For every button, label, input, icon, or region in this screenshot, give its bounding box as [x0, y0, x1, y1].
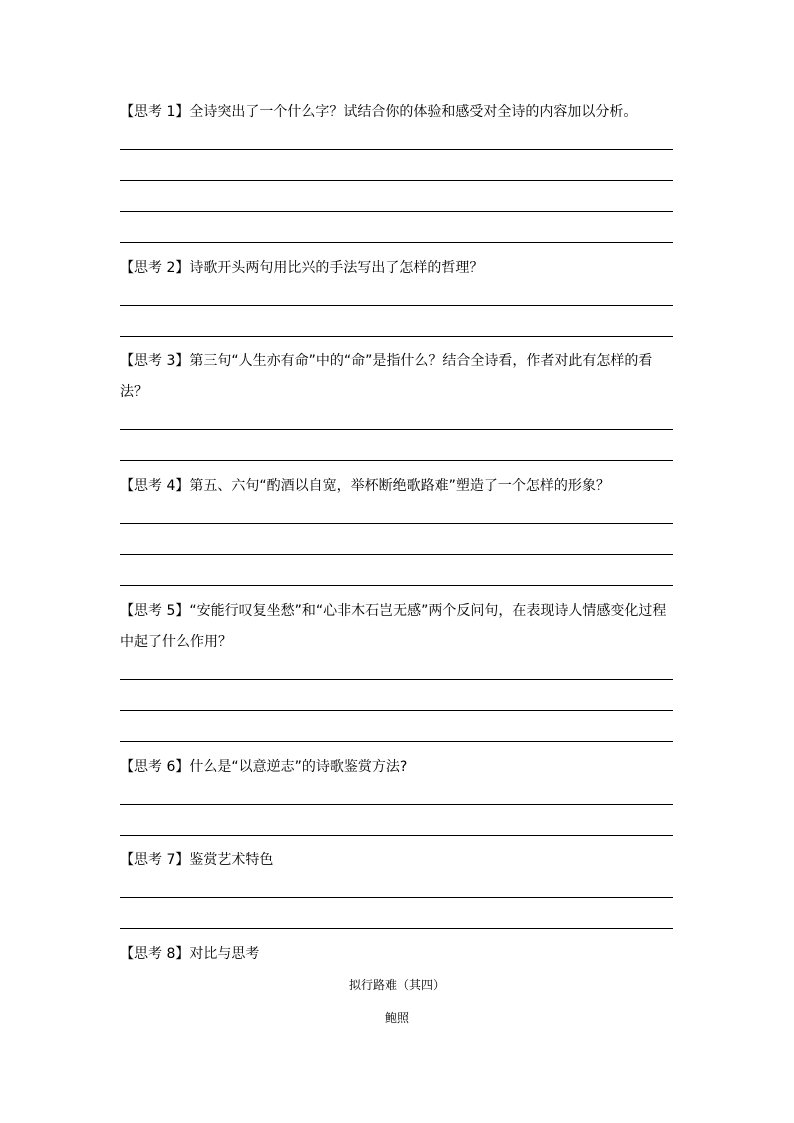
- question-text: 对比与思考: [189, 946, 260, 962]
- answer-line[interactable]: [120, 928, 673, 929]
- question-5: [120, 596, 674, 658]
- answer-line[interactable]: [120, 585, 673, 586]
- question-text: 诗歌开头两句用比兴的手法写出了怎样的哲理？: [189, 260, 484, 276]
- question-3: [120, 346, 674, 408]
- question-label: 【思考 1】: [120, 104, 190, 120]
- question-label: 【思考 2】: [120, 260, 190, 276]
- question-label: 【思考 5】: [120, 603, 190, 619]
- answer-line[interactable]: [120, 460, 673, 461]
- answer-line[interactable]: [120, 429, 673, 430]
- answer-line[interactable]: [120, 211, 673, 212]
- question-label: 【思考 3】: [120, 353, 190, 369]
- question-text: 全诗突出了一个什么字？试结合你的体验和感受对全诗的内容加以分析。: [189, 104, 638, 120]
- question-text: 第三句“人生亦有命”中的“命”是指什么？结合全诗看，作者对此有怎样的看法？: [120, 353, 653, 400]
- question-text: 什么是“以意逆志”的诗歌鉴赏方法?: [189, 759, 408, 775]
- question-label: 【思考 4】: [120, 478, 190, 494]
- answer-line[interactable]: [120, 679, 673, 680]
- question-text: 鉴赏艺术特色: [189, 852, 274, 868]
- answer-line[interactable]: [120, 554, 673, 555]
- question-7: [120, 845, 674, 876]
- question-8: [120, 939, 674, 970]
- question-1: [120, 97, 674, 128]
- question-2: [120, 253, 674, 284]
- question-text: 第五、六句“酌酒以自宽，举杯断绝歌路难”塑造了一个怎样的形象？: [189, 478, 610, 494]
- answer-line[interactable]: [120, 835, 673, 836]
- answer-line[interactable]: [120, 305, 673, 306]
- question-text: “安能行叹复坐愁”和“心非木石岂无感”两个反问句，在表现诗人情感变化过程中起了什么作用？: [120, 603, 667, 650]
- answer-line[interactable]: [120, 242, 673, 243]
- answer-line[interactable]: [120, 523, 673, 524]
- answer-line[interactable]: [120, 897, 673, 898]
- poem-author: 鲍照: [384, 1011, 409, 1025]
- question-label: 【思考 7】: [120, 852, 190, 868]
- question-4: [120, 471, 674, 502]
- answer-line[interactable]: [120, 804, 673, 805]
- answer-line[interactable]: [120, 180, 673, 181]
- answer-line[interactable]: [120, 336, 673, 337]
- poem-title: 拟行路难（其四）: [348, 978, 445, 992]
- answer-line[interactable]: [120, 741, 673, 742]
- answer-line[interactable]: [120, 710, 673, 711]
- question-6: [120, 752, 674, 783]
- question-label: 【思考 6】: [120, 759, 190, 775]
- answer-line[interactable]: [120, 149, 673, 150]
- question-label: 【思考 8】: [120, 946, 190, 962]
